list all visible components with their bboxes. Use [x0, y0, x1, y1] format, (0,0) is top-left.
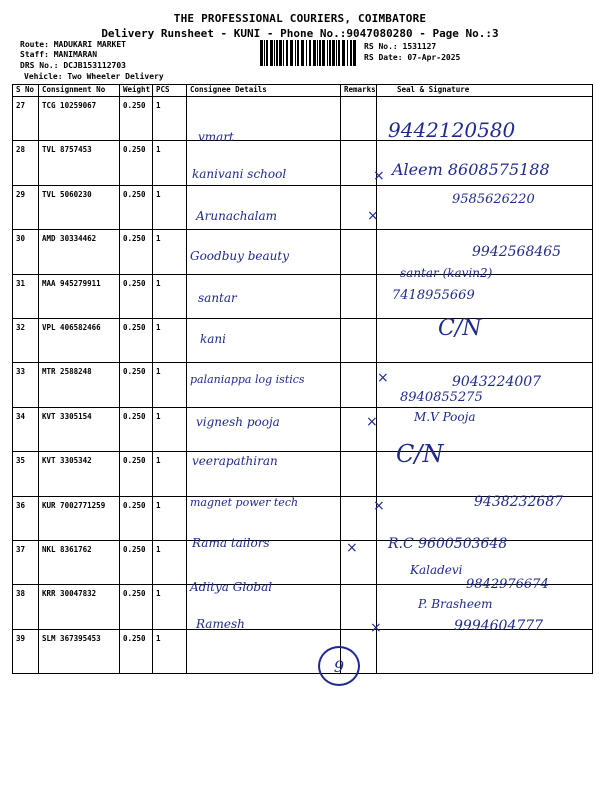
col-header-weight: Weight: [120, 85, 153, 97]
col-header-consignee: Consignee Details: [187, 85, 341, 97]
cell-consignment-no: VPL 406582466: [39, 318, 120, 362]
consignee-handwriting: Rama tailors: [192, 536, 270, 550]
signature-handwriting: 9942568465: [472, 244, 562, 260]
cell-signature: [377, 318, 593, 362]
cell-sno: 33: [13, 363, 39, 407]
cell-remarks: [341, 496, 377, 540]
table-row: [13, 407, 593, 451]
vehicle-label: Vehicle: Two Wheeler Delivery: [24, 72, 164, 81]
barcode-bar: [279, 40, 282, 66]
route-label: Route: MADUKARI MARKET: [20, 40, 126, 49]
cell-sno: 27: [13, 97, 39, 141]
cell-weight: 0.250: [120, 363, 153, 407]
barcode-bar: [329, 40, 331, 66]
cell-weight: 0.250: [120, 141, 153, 185]
barcode-bar: [297, 40, 299, 66]
remark-cross-mark: ×: [346, 540, 358, 556]
remark-cross-mark: ×: [367, 208, 379, 224]
remark-cross-mark: ×: [373, 498, 385, 514]
rs-no-label: RS No.: 1531127: [364, 42, 437, 51]
barcode-bar: [319, 40, 321, 66]
cell-weight: 0.250: [120, 230, 153, 274]
signature-handwriting: Aleem 8608575188: [392, 160, 550, 179]
cell-consignment-no: KVT 3305154: [39, 407, 120, 451]
cell-sno: 30: [13, 230, 39, 274]
consignee-handwriting: kanivani school: [192, 167, 287, 181]
cell-consignment-no: KVT 3305342: [39, 452, 120, 496]
cell-pcs: 1: [153, 540, 187, 584]
signature-handwriting: 9442120580: [388, 118, 516, 142]
consignee-handwriting: Aditya Global: [190, 580, 273, 594]
signature-handwriting: P. Brasheem: [418, 597, 493, 611]
cell-weight: 0.250: [120, 407, 153, 451]
rs-date-label: RS Date: 07-Apr-2025: [364, 53, 461, 62]
runsheet-subtitle: Delivery Runsheet - KUNI - Phone No.:9047080280 - Page No.:3: [101, 27, 499, 40]
barcode-bar: [266, 40, 268, 66]
table-row: [13, 629, 593, 673]
barcode-bar: [270, 40, 273, 66]
consignee-handwriting: vignesh pooja: [196, 415, 280, 429]
signature-handwriting: 9842976674: [466, 577, 549, 592]
signature-handwriting: santar (kavin2): [400, 266, 493, 280]
table-row: [13, 452, 593, 496]
cell-remarks: [341, 452, 377, 496]
cell-sno: 35: [13, 452, 39, 496]
col-header-remarks: Remarks: [341, 85, 377, 97]
signature-handwriting: 8940855275: [400, 390, 483, 405]
col-header-pcs: PCS: [153, 85, 187, 97]
consignee-handwriting: santar: [198, 291, 237, 305]
cell-consignment-no: TVL 8757453: [39, 141, 120, 185]
cell-sno: 34: [13, 407, 39, 451]
barcode-bar: [276, 40, 278, 66]
signature-handwriting: 9043224007: [452, 374, 542, 390]
barcode: [260, 40, 356, 66]
cell-consignment-no: TVL 5060230: [39, 185, 120, 229]
cell-pcs: 1: [153, 274, 187, 318]
table-row: [13, 274, 593, 318]
barcode-bar: [295, 40, 296, 66]
cell-consignment-no: KUR 7002771259: [39, 496, 120, 540]
consignee-handwriting: vmart: [198, 130, 234, 144]
cell-weight: 0.250: [120, 97, 153, 141]
cell-weight: 0.250: [120, 318, 153, 362]
cell-weight: 0.250: [120, 274, 153, 318]
cell-remarks: [341, 97, 377, 141]
cell-sno: 29: [13, 185, 39, 229]
cell-pcs: 1: [153, 318, 187, 362]
barcode-bar: [322, 40, 325, 66]
cell-pcs: 1: [153, 230, 187, 274]
barcode-bar: [327, 40, 328, 66]
barcode-bar: [353, 40, 356, 66]
barcode-bar: [290, 40, 293, 66]
cell-pcs: 1: [153, 363, 187, 407]
cell-remarks: [341, 141, 377, 185]
cell-remarks: [341, 274, 377, 318]
col-header-sno: S No: [13, 85, 39, 97]
consignee-handwriting: veerapathiran: [192, 454, 278, 468]
cell-remarks: [341, 318, 377, 362]
cell-consignment-no: KRR 30047832: [39, 585, 120, 629]
consignee-handwriting: palaniappa log istics: [190, 373, 305, 386]
consignee-handwriting: Goodbuy beauty: [190, 249, 289, 263]
cell-sno: 32: [13, 318, 39, 362]
cell-consignment-no: NKL 8361762: [39, 540, 120, 584]
consignee-handwriting: kani: [200, 332, 226, 346]
cell-remarks: [341, 363, 377, 407]
col-header-consignment: Consignment No: [39, 85, 120, 97]
table-row: [13, 318, 593, 362]
barcode-bar: [336, 40, 337, 66]
cell-pcs: 1: [153, 185, 187, 229]
barcode-bar: [283, 40, 284, 66]
cell-remarks: [341, 230, 377, 274]
staff-label: Staff: MANIMARAN: [20, 50, 98, 59]
consignee-handwriting: magnet power tech: [190, 496, 299, 509]
cell-sno: 39: [13, 629, 39, 673]
barcode-bar: [313, 40, 316, 66]
remark-cross-mark: ×: [366, 414, 378, 430]
cell-pcs: 1: [153, 141, 187, 185]
cell-pcs: 1: [153, 97, 187, 141]
barcode-bar: [286, 40, 288, 66]
page-number-circle: 9: [318, 646, 360, 686]
cell-consignment-no: SLM 367395453: [39, 629, 120, 673]
signature-handwriting: 9438232687: [474, 494, 564, 510]
remark-cross-mark: ×: [370, 620, 382, 636]
barcode-bar: [264, 40, 265, 66]
barcode-bar: [309, 40, 311, 66]
consignee-handwriting: Arunachalam: [196, 209, 277, 223]
signature-handwriting: 9585626220: [452, 192, 535, 207]
cell-sno: 31: [13, 274, 39, 318]
cell-consignment-no: MAA 945279911: [39, 274, 120, 318]
barcode-bar: [260, 40, 263, 66]
signature-handwriting: 7418955669: [392, 288, 475, 303]
barcode-bar: [342, 40, 345, 66]
cell-pcs: 1: [153, 585, 187, 629]
cell-sno: 36: [13, 496, 39, 540]
signature-handwriting: Kaladevi: [410, 563, 463, 577]
barcode-bar: [338, 40, 340, 66]
drs-label: DRS No.: DCJB153112703: [20, 61, 126, 70]
cell-consignment-no: MTR 2588248: [39, 363, 120, 407]
signature-handwriting: C/N: [438, 316, 482, 341]
signature-handwriting: 9994604777: [454, 618, 544, 634]
cell-consignee-details: [187, 185, 341, 229]
cell-weight: 0.250: [120, 185, 153, 229]
cell-weight: 0.250: [120, 452, 153, 496]
barcode-bar: [306, 40, 307, 66]
cell-signature: [377, 629, 593, 673]
barcode-bar: [332, 40, 335, 66]
barcode-bar: [274, 40, 275, 66]
col-header-signature: Seal & Signature: [377, 85, 593, 97]
cell-pcs: 1: [153, 496, 187, 540]
cell-sno: 38: [13, 585, 39, 629]
cell-weight: 0.250: [120, 585, 153, 629]
signature-handwriting: M.V Pooja: [414, 410, 476, 424]
cell-consignment-no: AMD 30334462: [39, 230, 120, 274]
remark-cross-mark: ×: [377, 370, 389, 386]
barcode-bar: [301, 40, 304, 66]
cell-pcs: 1: [153, 452, 187, 496]
table-header-row: [13, 85, 593, 97]
cell-weight: 0.250: [120, 496, 153, 540]
signature-handwriting: C/N: [396, 440, 444, 468]
cell-sno: 37: [13, 540, 39, 584]
barcode-bar: [347, 40, 348, 66]
cell-pcs: 1: [153, 407, 187, 451]
cell-weight: 0.250: [120, 540, 153, 584]
barcode-bar: [350, 40, 352, 66]
consignee-handwriting: Ramesh: [196, 617, 245, 631]
cell-sno: 28: [13, 141, 39, 185]
cell-consignment-no: TCG 10259067: [39, 97, 120, 141]
cell-pcs: 1: [153, 629, 187, 673]
cell-weight: 0.250: [120, 629, 153, 673]
remark-cross-mark: ×: [373, 168, 385, 184]
barcode-bar: [317, 40, 318, 66]
company-title: THE PROFESSIONAL COURIERS, COIMBATORE: [173, 12, 427, 25]
cell-consignee-details: [187, 407, 341, 451]
signature-handwriting: R.C 9600503648: [388, 536, 508, 552]
